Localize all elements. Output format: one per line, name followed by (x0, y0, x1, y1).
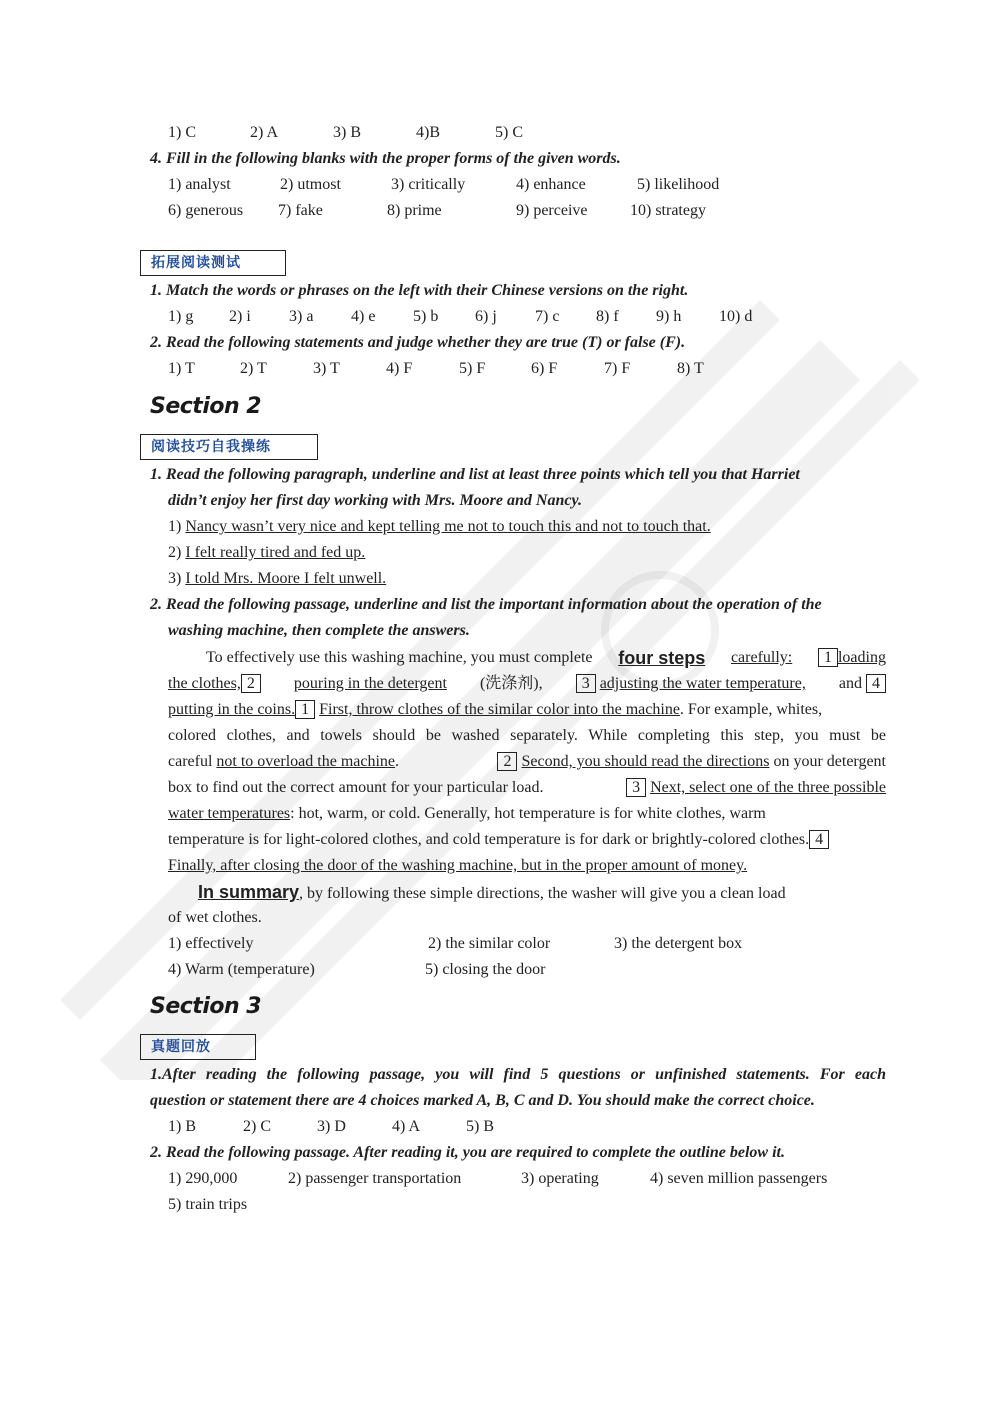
answer-text: 4) enhance (516, 176, 586, 193)
question-heading-cont: didn’t enjoy her first day working with Mrs. Moore and Nancy. (168, 492, 582, 509)
answer-text: 9) h (656, 308, 682, 325)
answer-text: 8) T (677, 360, 704, 377)
underlined-text: the clothes, (168, 675, 241, 692)
answer-text: 7) F (604, 360, 631, 377)
answer-text: 3) T (313, 360, 340, 377)
question-heading: 1. Match the words or phrases on the left with their Chinese versions on the right. (150, 282, 689, 299)
answer-text: 10) strategy (630, 202, 706, 219)
answer-text: 1) C (168, 124, 196, 141)
passage-text: : hot, warm, or cold. Generally, hot temperature is for white clothes, warm (290, 805, 766, 822)
passage-text: To effectively use this washing machine, you must complete (206, 649, 593, 666)
question-heading: 2. Read the following statements and judge whether they are true (T) or false (F). (150, 334, 686, 351)
list-number: 3) (168, 570, 186, 587)
underlined-text: I felt really tired and fed up. (185, 544, 366, 561)
answer-text: 2) i (229, 308, 251, 325)
section-title: Section 3 (150, 994, 262, 1019)
passage-text: carefully: (730, 649, 793, 666)
list-item (168, 517, 711, 537)
answer-text: 5) C (495, 124, 523, 141)
answer-text: 10) d (719, 308, 753, 325)
step-number-box: 1 (295, 700, 315, 719)
question-heading: 2. Read the following passage. After reading it, you are required to complete the outline below it. (150, 1144, 785, 1161)
section-label: 拓展阅读测试 (140, 250, 286, 276)
list-number: 2) (168, 544, 186, 561)
answer-text: 5) likelihood (637, 176, 720, 193)
answer-text: 2) C (243, 1118, 271, 1135)
question-heading: 1. Read the following paragraph, underline and list at least three points which tell you that Harriet (150, 466, 800, 483)
answer-text: 6) F (531, 360, 558, 377)
answer-text: 5) closing the door (425, 961, 546, 978)
list-number: 1) (168, 518, 186, 535)
answer-text: 5) B (466, 1118, 494, 1135)
passage-text: . (395, 753, 400, 770)
answer-text: 9) perceive (516, 202, 588, 219)
passage-text: careful (168, 753, 213, 770)
answer-text: 5) train trips (168, 1196, 248, 1213)
passage-line (206, 648, 886, 668)
answer-text: 5) F (459, 360, 486, 377)
list-item (168, 569, 386, 589)
passage-text: box to find out the correct amount for your particular load. (168, 779, 544, 796)
passage-text: , by following these simple directions, the washer will give you a clean load (299, 885, 786, 902)
step-number-box: 2 (497, 752, 517, 771)
answer-text: 5) b (413, 308, 439, 325)
question-heading: 2. Read the following passage, underline and list the important information about the operation of the (150, 596, 822, 613)
answer-text: 2) passenger transportation (288, 1170, 462, 1187)
list-item (168, 543, 365, 563)
question-heading-cont: washing machine, then complete the answers. (168, 622, 470, 639)
question-heading: 1.After reading the following passage, you will find 5 questions or unfinished statements. For each (150, 1066, 886, 1083)
passage-line (168, 830, 888, 850)
passage-text: . For example, whites, (679, 701, 823, 718)
passage-text: and (838, 675, 862, 692)
question-heading: 4. Fill in the following blanks with the proper forms of the given words. (150, 150, 621, 167)
answer-text: 3) critically (391, 176, 466, 193)
passage-line (168, 752, 886, 772)
step-number-box: 4 (809, 830, 829, 849)
section-label: 真题回放 (140, 1034, 256, 1060)
answer-text: 4) Warm (temperature) (168, 961, 315, 978)
passage-line: Finally, after closing the door of the washing machine, but in the proper amount of money. (168, 857, 748, 874)
underlined-text: I told Mrs. Moore I felt unwell. (185, 570, 387, 587)
underlined-text: not to overload the machine (216, 753, 396, 770)
answer-text: 1) 290,000 (168, 1170, 238, 1187)
answer-text: 2) A (250, 124, 278, 141)
underlined-text: Nancy wasn’t very nice and kept telling me not to touch this and not to touch that. (185, 518, 711, 535)
answer-text: 3) D (317, 1118, 346, 1135)
passage-line (168, 700, 888, 720)
step-number-box: 2 (241, 674, 261, 693)
emphasis-text: In summary (198, 882, 300, 902)
underlined-text: putting in the coins. (168, 701, 296, 718)
answer-text: 8) prime (387, 202, 442, 219)
answer-text: 7) fake (278, 202, 323, 219)
underlined-text: First, throw clothes of the similar color into the machine (319, 701, 680, 718)
answer-text: 6) generous (168, 202, 244, 219)
answer-text: 1) g (168, 308, 194, 325)
answer-text: 4) e (351, 308, 376, 325)
answer-text: 3) operating (521, 1170, 599, 1187)
step-number-box: 3 (576, 674, 596, 693)
passage-text: (洗涤剂), (479, 675, 543, 692)
section-label: 阅读技巧自我操练 (140, 434, 318, 460)
answer-text: 1) analyst (168, 176, 231, 193)
passage-line: colored clothes, and towels should be washed separately. While completing this step, you must be (168, 727, 886, 744)
summary-line (198, 882, 786, 904)
answer-text: 4) A (392, 1118, 420, 1135)
answer-text: 4)B (416, 124, 440, 141)
passage-text: temperature is for light-colored clothes, and cold temperature is for dark or brightly-colored clothes. (168, 831, 810, 848)
answer-text: 3) a (289, 308, 314, 325)
passage-line (168, 804, 886, 824)
underlined-text: Second, you should read the directions (521, 753, 770, 770)
answer-text: 2) the similar color (428, 935, 551, 952)
answer-text: 2) T (240, 360, 267, 377)
underlined-text: Next, select one of the three possible (650, 779, 886, 796)
answer-text: 1) effectively (168, 935, 254, 952)
passage-line (168, 674, 886, 694)
answer-text: 2) utmost (280, 176, 341, 193)
answer-text: 1) B (168, 1118, 196, 1135)
step-number-box: 3 (626, 778, 646, 797)
summary-line: of wet clothes. (168, 909, 262, 926)
underlined-text: water temperatures (168, 805, 291, 822)
passage-text: on your detergent (773, 753, 886, 770)
underlined-text: adjusting the water temperature, (599, 675, 806, 692)
step-number-box: 1 (818, 648, 838, 667)
answer-text: 4) seven million passengers (650, 1170, 828, 1187)
question-heading-cont: question or statement there are 4 choices marked A, B, C and D. You should make the correct choice. (150, 1092, 815, 1109)
passage-line (168, 778, 886, 798)
answer-text: 1) T (168, 360, 195, 377)
answer-text: 8) f (596, 308, 619, 325)
section-title: Section 2 (150, 394, 262, 419)
step-number-box: 4 (866, 674, 886, 693)
underlined-text: loading (837, 649, 886, 666)
answer-text: 4) F (386, 360, 413, 377)
answer-text: 6) j (475, 308, 497, 325)
underlined-text: pouring in the detergent (293, 675, 447, 692)
emphasis-text: four steps (618, 648, 706, 668)
answer-text: 7) c (535, 308, 560, 325)
answer-text: 3) B (333, 124, 361, 141)
answer-text: 3) the detergent box (614, 935, 743, 952)
